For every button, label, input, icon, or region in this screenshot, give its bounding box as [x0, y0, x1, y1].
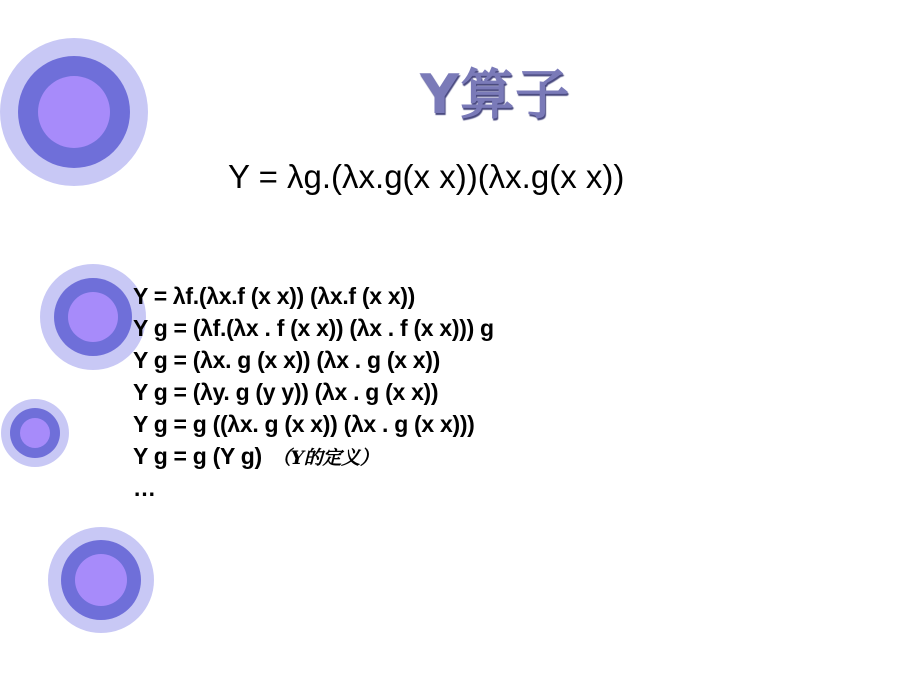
derivation-step-5: Y g = g ((λx. g (x x)) (λx . g (x x))) — [133, 411, 475, 437]
derivation-step-4: Y g = (λy. g (y y)) (λx . g (x x)) — [133, 379, 439, 405]
derivation-step-3: Y g = (λx. g (x x)) (λx . g (x x)) — [133, 347, 440, 373]
derivation-step-6 — [133, 440, 494, 472]
derivation-step-1: Y = λf.(λx.f (x x)) (λx.f (x x)) — [133, 283, 416, 309]
derivation-step-6-text: Y g = g (Y g) — [133, 443, 262, 469]
derivation-ellipsis: … — [133, 475, 156, 501]
derivation-step-2: Y g = (λf.(λx . f (x x)) (λx . f (x x))) g — [133, 315, 494, 341]
y-combinator-formula: Y = λg.(λx.g(x x))(λx.g(x x)) — [228, 158, 625, 195]
slide-title: Y算子 — [420, 63, 571, 126]
derivation-steps — [133, 280, 494, 504]
definition-note: （Y的定义） — [271, 447, 379, 469]
